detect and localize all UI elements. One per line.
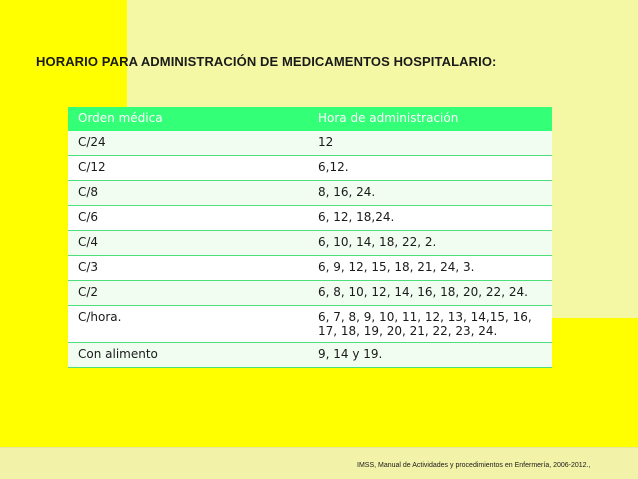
order-cell: C/3 xyxy=(68,256,308,281)
time-cell: 6, 7, 8, 9, 10, 11, 12, 13, 14,15, 16, 17, 18, 19, 20, 21, 22, 23, 24. xyxy=(308,306,552,343)
order-cell: C/12 xyxy=(68,156,308,181)
schedule-table xyxy=(68,107,552,368)
time-cell: 6, 8, 10, 12, 14, 16, 18, 20, 22, 24. xyxy=(308,281,552,306)
order-cell: C/6 xyxy=(68,206,308,231)
time-cell: 6,12. xyxy=(308,156,552,181)
order-cell: Con alimento xyxy=(68,343,308,368)
source-footnote: IMSS, Manual de Actividades y procedimientos en Enfermería, 2006-2012., xyxy=(357,462,591,469)
table-row xyxy=(68,131,552,156)
time-cell: 9, 14 y 19. xyxy=(308,343,552,368)
order-cell: C/hora. xyxy=(68,306,308,343)
header-orden-medica: Orden médica xyxy=(68,107,308,131)
time-cell: 6, 12, 18,24. xyxy=(308,206,552,231)
order-cell: C/2 xyxy=(68,281,308,306)
header-hora-administracion: Hora de administración xyxy=(308,107,552,131)
table-row xyxy=(68,181,552,206)
order-cell: C/8 xyxy=(68,181,308,206)
time-cell: 6, 9, 12, 15, 18, 21, 24, 3. xyxy=(308,256,552,281)
table-row xyxy=(68,256,552,281)
table-row xyxy=(68,206,552,231)
time-cell: 12 xyxy=(308,131,552,156)
table-row xyxy=(68,231,552,256)
table-row xyxy=(68,281,552,306)
table-row xyxy=(68,343,552,368)
order-cell: C/24 xyxy=(68,131,308,156)
table-header-row xyxy=(68,107,552,131)
slide-title: HORARIO PARA ADMINISTRACIÓN DE MEDICAMENTOS HOSPITALARIO: xyxy=(36,54,497,69)
table-row xyxy=(68,306,552,343)
table-row xyxy=(68,156,552,181)
order-cell: C/4 xyxy=(68,231,308,256)
time-cell: 8, 16, 24. xyxy=(308,181,552,206)
time-cell: 6, 10, 14, 18, 22, 2. xyxy=(308,231,552,256)
